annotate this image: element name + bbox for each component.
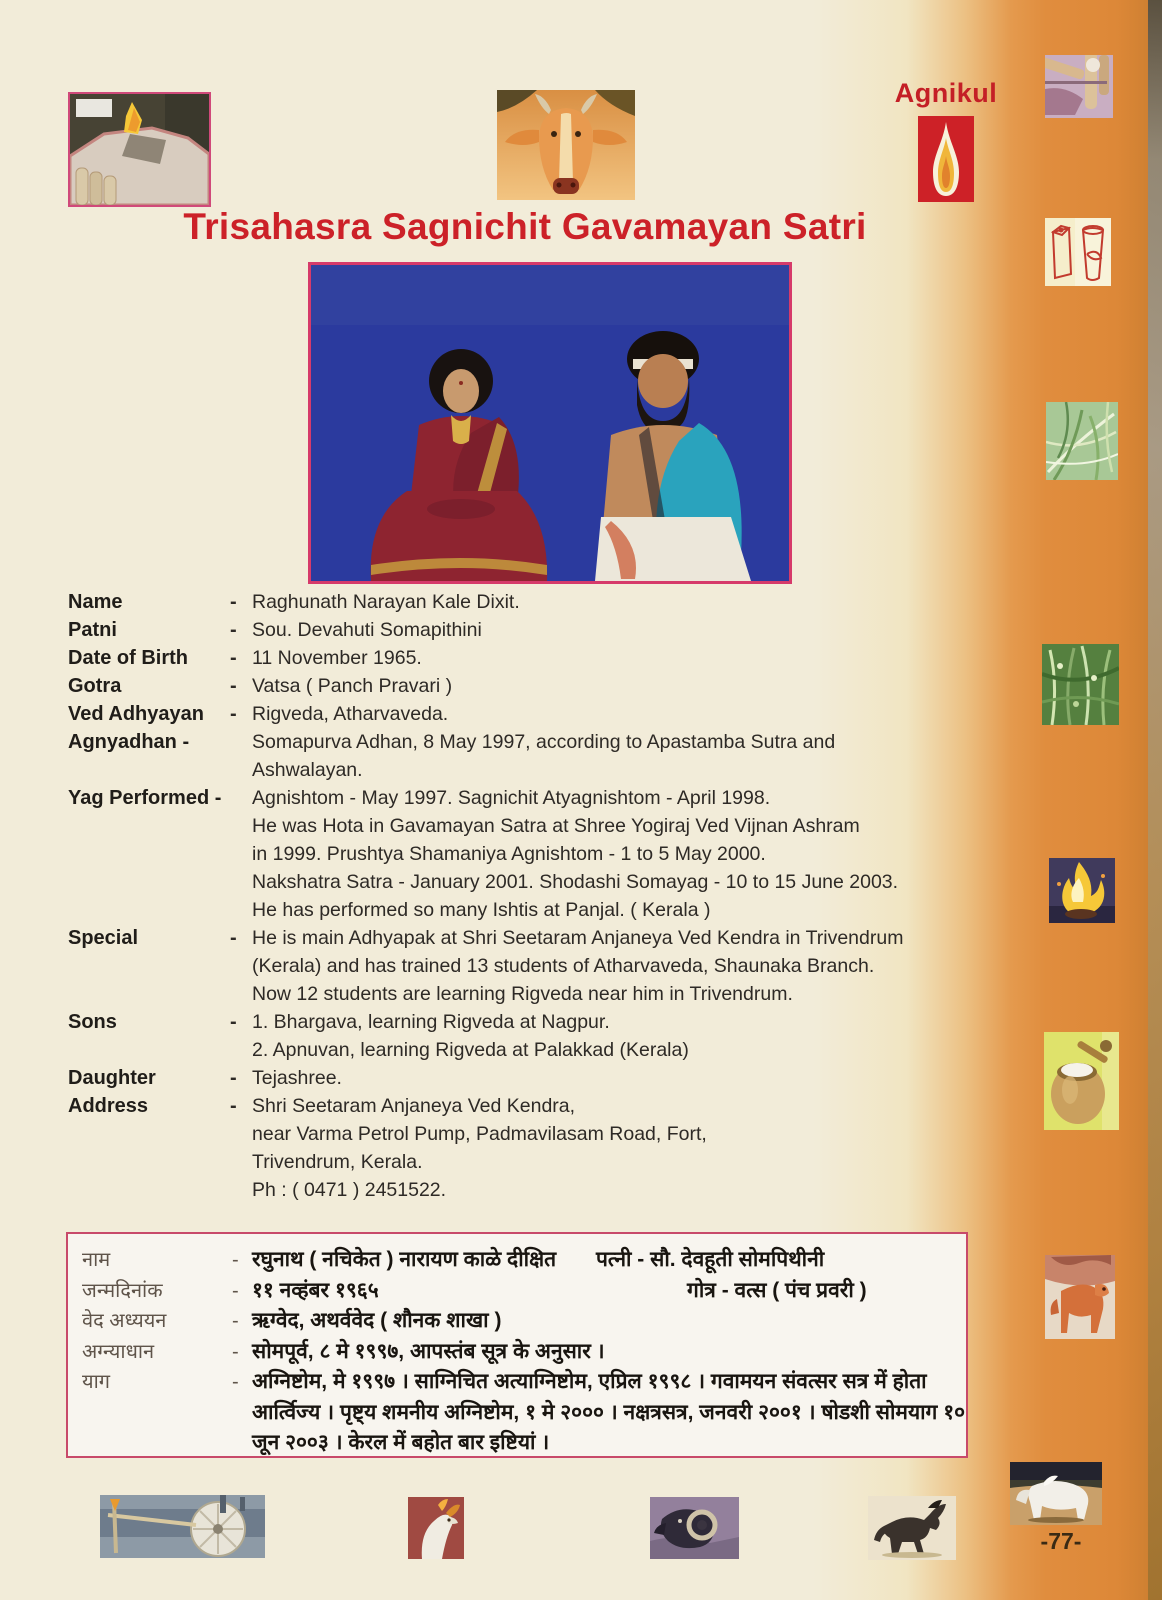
detail-label: Address (68, 1095, 149, 1117)
detail-row (68, 672, 980, 700)
box-dash: - (232, 1279, 239, 1302)
devanagari-summary-box (66, 1232, 968, 1458)
box-label: अग्न्याधान (82, 1340, 155, 1363)
detail-dash (230, 784, 252, 924)
detail-label: Name (68, 591, 123, 613)
horse-photo (868, 1496, 956, 1560)
detail-line: He has performed so many Ishtis at Panjal. ( Kerala ) (252, 899, 711, 921)
detail-dash: - (230, 1067, 237, 1089)
box-line: ऋग्वेद, अथर्ववेद ( शौनक शाखा ) (252, 1309, 502, 1332)
ram-photo (650, 1497, 739, 1559)
box-line: जून २००३ । केरल में बहोत बार इष्टियां । (252, 1431, 550, 1454)
detail-label: Agnyadhan - (68, 731, 190, 753)
box-dash: - (232, 1340, 239, 1363)
soma-vessels-drawing (1045, 218, 1111, 286)
detail-line: Trivendrum, Kerala. (252, 1151, 423, 1173)
box-row (82, 1245, 966, 1276)
box-extra: पत्नी - सौ. देवहूती सोमपिथीनी (596, 1248, 825, 1271)
detail-line: Tejashree. (252, 1067, 342, 1089)
flame-icon (918, 116, 974, 202)
box-row (82, 1306, 966, 1337)
detail-dash: - (230, 1011, 237, 1033)
scan-edge (1148, 0, 1162, 1600)
detail-line: Ashwalayan. (252, 759, 363, 781)
detail-value (252, 616, 980, 644)
detail-dash: - (230, 675, 237, 697)
detail-label: Sons (68, 1011, 117, 1033)
box-line: ११ नव्हंबर १९६५ गोत्र - वत्स ( पंच प्रवरी ) (252, 1276, 966, 1307)
detail-line: He was Hota in Gavamayan Satra at Shree Yogiraj Ved Vijnan Ashram (252, 815, 860, 837)
detail-line: near Varma Petrol Pump, Padmavilasam Road, Fort, (252, 1123, 707, 1145)
detail-line: Ph : ( 0471 ) 2451522. (252, 1179, 447, 1201)
box-label: वेद अध्ययन (82, 1310, 167, 1332)
page-title: Trisahasra Sagnichit Gavamayan Satri (183, 206, 867, 247)
red-cow-photo (1045, 1255, 1115, 1339)
chariot-photo (100, 1495, 265, 1558)
implements-photo (1045, 55, 1113, 118)
detail-value (252, 700, 980, 728)
box-value (252, 1367, 966, 1459)
green-grain-photo (1042, 644, 1119, 725)
box-dash: - (232, 1310, 239, 1332)
box-line: आर्त्विज्य । पृष्ट्य शमनीय अग्निष्टोम, १ मे २००० । नक्षत्रसत्र, जनवरी २००१ । षोडशी सोमयाग १० (252, 1400, 966, 1424)
white-bull-photo (1010, 1462, 1102, 1525)
box-label: जन्मदिनांक (82, 1279, 163, 1302)
box-row (82, 1367, 966, 1459)
detail-line: He is main Adhyapak at Shri Seetaram Anjaneya Ved Kendra in Trivendrum (252, 927, 904, 949)
detail-row (68, 924, 980, 1008)
detail-dash: - (230, 1095, 237, 1117)
detail-row (68, 1064, 980, 1092)
detail-line: 2. Apnuvan, learning Rigveda at Palakkad (Kerala) (252, 1039, 689, 1061)
detail-row (68, 700, 980, 728)
detail-line: Raghunath Narayan Kale Dixit. (252, 591, 520, 613)
fire-blaze-photo (1049, 858, 1115, 923)
box-line: सोमपूर्व, ८ मे १९९७, आपस्तंब सूत्र के अनुसार । (252, 1339, 605, 1363)
darbha-grass-photo (1046, 402, 1118, 480)
detail-dash: - (230, 703, 237, 725)
box-value (252, 1306, 966, 1337)
detail-line: Now 12 students are learning Rigveda near him in Trivendrum. (252, 983, 793, 1005)
detail-row (68, 728, 980, 784)
detail-label: Special (68, 927, 139, 949)
box-row (82, 1276, 966, 1307)
detail-line: Nakshatra Satra - January 2001. Shodashi Somayag - 10 to 15 June 2003. (252, 871, 899, 893)
detail-dash: - (230, 591, 237, 613)
page-number: -77- (1040, 1528, 1082, 1554)
ghee-pot-photo (1044, 1032, 1119, 1130)
detail-row (68, 588, 980, 616)
detail-dash: - (230, 647, 237, 669)
cow-photo (497, 90, 635, 200)
detail-line: (Kerala) and has trained 13 students of Atharvaveda, Shaunaka Branch. (252, 955, 875, 977)
detail-row (68, 784, 980, 924)
detail-line: Somapurva Adhan, 8 May 1997, according to Apastamba Sutra and (252, 731, 836, 753)
detail-line: 11 November 1965. (252, 647, 422, 669)
box-label: याग (82, 1371, 111, 1393)
box-value (252, 1337, 966, 1368)
detail-value (252, 784, 980, 924)
detail-dash (230, 728, 252, 784)
detail-line: Shri Seetaram Anjaneya Ved Kendra, (252, 1095, 576, 1117)
detail-value (252, 924, 980, 1008)
box-value (252, 1245, 966, 1276)
box-dash: - (232, 1371, 239, 1393)
fire-altar-photo (68, 92, 211, 207)
detail-value (252, 588, 980, 616)
box-label: नाम (82, 1249, 111, 1271)
detail-value (252, 1008, 980, 1064)
detail-value (252, 672, 980, 700)
detail-dash: - (230, 927, 237, 949)
box-dash: - (232, 1249, 239, 1271)
detail-label: Daughter (68, 1067, 156, 1089)
couple-photo (308, 262, 792, 584)
detail-value (252, 728, 980, 784)
box-row (82, 1337, 966, 1368)
detail-label: Yag Performed - (68, 787, 222, 809)
detail-row (68, 644, 980, 672)
detail-label: Patni (68, 619, 117, 641)
details-list (68, 588, 980, 1204)
box-value (252, 1276, 966, 1307)
detail-row (68, 616, 980, 644)
detail-line: in 1999. Prushtya Shamaniya Agnishtom - 1 to 5 May 2000. (252, 843, 766, 865)
detail-value (252, 644, 980, 672)
detail-value (252, 1092, 980, 1204)
detail-line: Sou. Devahuti Somapithini (252, 619, 482, 641)
brand-label: Agnikul (894, 78, 998, 108)
box-extra: गोत्र - वत्स ( पंच प्रवरी ) (687, 1278, 867, 1302)
detail-row (68, 1008, 980, 1064)
detail-dash: - (230, 619, 237, 641)
detail-value (252, 1064, 980, 1092)
detail-line: Agnishtom - May 1997. Sagnichit Atyagnishtom - April 1998. (252, 787, 771, 809)
detail-line: 1. Bhargava, learning Rigveda at Nagpur. (252, 1011, 610, 1033)
box-line: अग्निष्टोम, मे १९९७ । साग्निचित अत्याग्निष्टोम, एप्रिल १९९८ । गवामयन संवत्सर सत्र में होता (252, 1370, 927, 1393)
box-line: रघुनाथ ( नचिकेत ) नारायण काळे दीक्षित पत्नी - सौ. देवहूती सोमपिथीनी (252, 1245, 966, 1276)
detail-label: Ved Adhyayan (68, 703, 204, 725)
detail-line: Vatsa ( Panch Pravari ) (252, 675, 453, 697)
goat-photo (408, 1497, 464, 1559)
detail-label: Gotra (68, 675, 122, 697)
detail-line: Rigveda, Atharvaveda. (252, 703, 449, 725)
detail-row (68, 1092, 980, 1204)
detail-label: Date of Birth (68, 647, 188, 669)
